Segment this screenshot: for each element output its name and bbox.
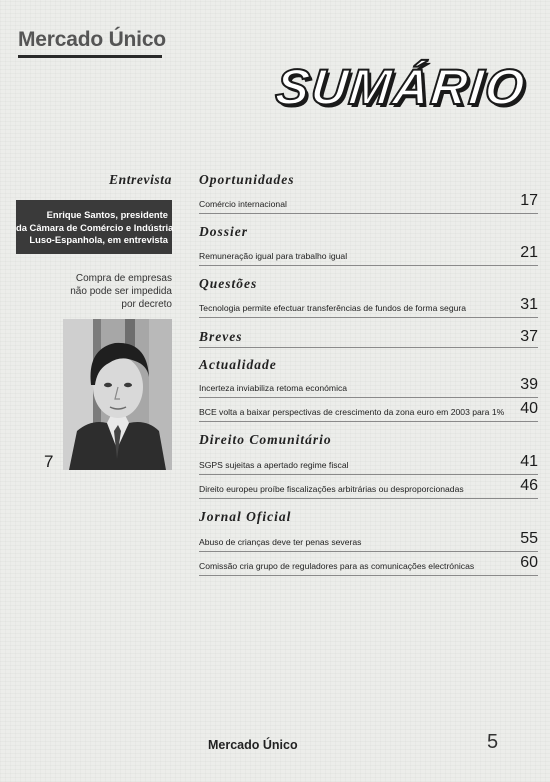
interview-subtitle-line: Compra de empresas xyxy=(75,273,172,284)
portrait-illustration xyxy=(63,319,172,470)
page-title: SUMÁRIO xyxy=(272,59,529,115)
magazine-brand: Mercado Único xyxy=(18,28,166,51)
interview-portrait-photo xyxy=(63,319,172,470)
interview-heading: Entrevista xyxy=(108,172,172,187)
toc-entry[interactable] xyxy=(199,244,538,266)
toc-entry-title: Comércio internacional xyxy=(199,199,287,209)
interview-subtitle-line: por decreto xyxy=(121,299,172,310)
toc-entry[interactable] xyxy=(199,477,538,499)
toc-entry-title: BCE volta a baixar perspectivas de crescimento da zona euro em 2003 para 1% xyxy=(199,407,505,417)
toc-entry-page: 21 xyxy=(520,244,538,261)
toc-entry-page: 37 xyxy=(520,328,538,345)
toc-entry[interactable] xyxy=(199,296,538,318)
interview-callout-line: da Câmara de Comércio e Indústria xyxy=(16,221,174,233)
toc-entry-title: Direito europeu proíbe fiscalizações arbitrárias ou desproporcionadas xyxy=(199,484,464,494)
toc-entry-page: 17 xyxy=(520,192,538,209)
section-heading-dossier: Dossier xyxy=(199,224,249,239)
toc-entry-title: Tecnologia permite efectuar transferências de fundos de forma segura xyxy=(199,303,467,313)
toc-entry-breves[interactable] xyxy=(199,326,538,348)
toc-entry-title: SGPS sujeitas a apertado regime fiscal xyxy=(199,460,349,470)
interview-callout-line: Enrique Santos, presidente xyxy=(46,209,168,220)
toc-entry-page: 39 xyxy=(520,376,538,393)
toc-entry-title: Incerteza inviabiliza retoma económica xyxy=(199,383,348,393)
toc-entry-page: 46 xyxy=(520,477,538,494)
toc-entry[interactable] xyxy=(199,453,538,475)
footer-brand: Mercado Único xyxy=(208,738,298,752)
toc-entry[interactable] xyxy=(199,530,538,552)
toc-entry-page: 55 xyxy=(520,530,538,547)
interview-callout-line: Luso-Espanhola, em entrevista xyxy=(29,234,168,245)
toc-entry-page: 60 xyxy=(520,554,538,571)
toc-entry-title: Comissão cria grupo de reguladores para as comunicações electrónicas xyxy=(199,561,475,571)
section-heading-actualidade: Actualidade xyxy=(199,357,277,372)
interview-subtitle-line: não pode ser impedida xyxy=(70,286,172,297)
toc-entry-page: 40 xyxy=(520,400,538,417)
toc-entry[interactable] xyxy=(199,192,538,214)
toc-entry-title: Remuneração igual para trabalho igual xyxy=(199,251,348,261)
section-heading-oportunidades: Oportunidades xyxy=(199,172,295,187)
section-heading-jornal-oficial: Jornal Oficial xyxy=(199,509,292,524)
section-heading-breves: Breves xyxy=(199,329,243,344)
toc-entry[interactable] xyxy=(199,376,538,398)
toc-entry-page: 31 xyxy=(520,296,538,313)
interview-subtitle xyxy=(20,272,172,311)
interview-callout xyxy=(16,200,172,254)
interview-page-number: 7 xyxy=(44,452,54,471)
footer-page-number: 5 xyxy=(487,731,499,753)
toc-entry-page: 41 xyxy=(520,453,538,470)
brand-underline xyxy=(18,55,162,58)
section-heading-direito-comunitario: Direito Comunitário xyxy=(199,432,332,447)
toc-entry[interactable] xyxy=(199,400,538,422)
section-heading-questoes: Questões xyxy=(199,276,258,291)
toc-entry-title: Abuso de crianças deve ter penas severas xyxy=(199,537,362,547)
toc-entry[interactable] xyxy=(199,554,538,576)
